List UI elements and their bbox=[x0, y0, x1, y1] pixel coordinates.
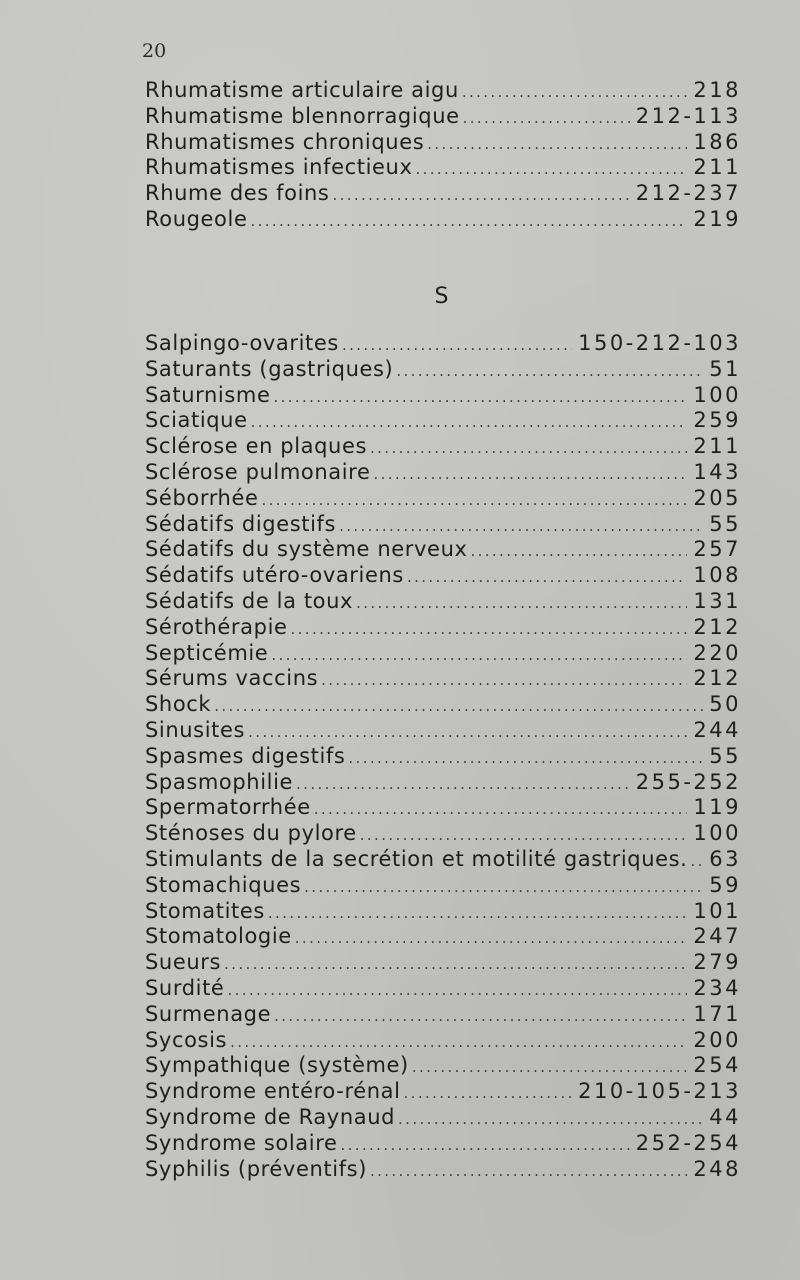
index-entry-term: Sclérose pulmonaire bbox=[145, 459, 371, 484]
index-entry bbox=[145, 130, 739, 156]
index-entry-pages: 150-212-103 bbox=[578, 331, 741, 355]
index-entry-pages: 234 bbox=[693, 975, 741, 1000]
index-entry-term: Stomatologie bbox=[145, 924, 292, 949]
index-entry-term: Rhume des foins bbox=[145, 181, 330, 206]
dot-leader bbox=[271, 643, 687, 669]
index-entry bbox=[145, 1002, 739, 1028]
index-entry-pages: 244 bbox=[693, 717, 741, 742]
index-entry-pages: 101 bbox=[693, 898, 741, 923]
index-entry-term: Sclérose en plaques bbox=[145, 434, 368, 459]
index-entry-term: Sérothérapie bbox=[145, 614, 288, 639]
dot-leader bbox=[321, 668, 687, 694]
dot-leader bbox=[214, 694, 703, 720]
dot-leader bbox=[341, 1133, 630, 1159]
index-entry-term: Sympathique (système) bbox=[145, 1053, 409, 1078]
index-entry bbox=[145, 434, 739, 460]
index-entry bbox=[145, 331, 739, 357]
index-entry bbox=[145, 666, 739, 692]
dot-leader bbox=[412, 1055, 688, 1081]
index-entry-term: Syphilis (préventifs) bbox=[145, 1156, 367, 1181]
dot-leader bbox=[227, 978, 687, 1004]
index-entry-term: Sédatifs du système nerveux bbox=[145, 537, 468, 562]
dot-leader bbox=[370, 436, 687, 462]
index-entry-pages: 248 bbox=[693, 1156, 741, 1181]
index-entry-pages: 50 bbox=[709, 692, 741, 717]
dot-leader bbox=[291, 617, 688, 643]
dot-leader bbox=[415, 157, 687, 183]
dot-leader bbox=[268, 901, 688, 927]
index-entry bbox=[145, 1157, 739, 1183]
dot-leader bbox=[348, 746, 703, 772]
dot-leader bbox=[404, 1081, 573, 1107]
index-entry-term: Saturnisme bbox=[145, 382, 271, 407]
index-entry bbox=[145, 1053, 739, 1079]
index-entry-term: Rhumatismes chroniques bbox=[145, 129, 425, 154]
index-entry-pages: 100 bbox=[693, 821, 741, 846]
index-entry-term: Stomachiques bbox=[145, 872, 302, 897]
index-entry bbox=[145, 78, 739, 104]
index-entry-pages: 210-105-213 bbox=[578, 1079, 741, 1104]
index-entry bbox=[145, 615, 739, 641]
dot-leader bbox=[463, 106, 630, 132]
index-entry-term: Shock bbox=[145, 692, 212, 717]
index-section-s bbox=[145, 331, 739, 1182]
index-entry bbox=[145, 950, 739, 976]
index-entry bbox=[145, 1131, 739, 1157]
index-entry-term: Rhumatismes infectieux bbox=[145, 155, 413, 180]
index-entry bbox=[145, 486, 739, 512]
index-entry bbox=[145, 744, 739, 770]
dot-leader bbox=[427, 132, 687, 158]
index-entry-term: Syndrome entéro-rénal bbox=[145, 1079, 401, 1104]
index-entry-pages: 211 bbox=[693, 155, 741, 180]
index-entry-pages: 212 bbox=[693, 666, 741, 691]
index-entry-pages: 205 bbox=[693, 485, 741, 510]
section-letter-heading: S bbox=[434, 284, 450, 309]
index-entry bbox=[145, 104, 739, 130]
dot-leader bbox=[396, 359, 703, 385]
index-entry-term: Saturants (gastriques) bbox=[145, 356, 394, 381]
index-entry-pages: 143 bbox=[693, 459, 741, 484]
dot-leader bbox=[295, 926, 688, 952]
index-entry bbox=[145, 1079, 739, 1105]
index-entry bbox=[145, 821, 739, 847]
index-entry-term: Sérums vaccins bbox=[145, 666, 319, 691]
index-entry-pages: 55 bbox=[709, 511, 741, 536]
dot-leader bbox=[314, 797, 688, 823]
index-entry-pages: 186 bbox=[693, 129, 741, 154]
index-entry bbox=[145, 537, 739, 563]
dot-leader bbox=[332, 183, 629, 209]
index-entry-term: Rhumatisme articulaire aigu bbox=[145, 78, 459, 102]
index-entry-pages: 254 bbox=[693, 1053, 741, 1078]
index-entry-term: Spermatorrhée bbox=[145, 795, 311, 820]
dot-leader bbox=[296, 772, 630, 798]
index-entry-term: Sueurs bbox=[145, 950, 222, 975]
index-entry-pages: 247 bbox=[693, 924, 741, 949]
index-entry-pages: 171 bbox=[693, 1001, 741, 1026]
dot-leader bbox=[373, 462, 687, 488]
index-entry-term: Sténoses du pylore bbox=[145, 821, 357, 846]
dot-leader bbox=[273, 385, 687, 411]
dot-leader bbox=[251, 410, 688, 436]
index-entry-term: Sycosis bbox=[145, 1027, 228, 1052]
index-section-r bbox=[145, 78, 739, 233]
index-entry-term: Séborrhée bbox=[145, 485, 259, 510]
dot-leader bbox=[262, 488, 688, 514]
index-entry-pages: 211 bbox=[693, 434, 741, 459]
index-entry-pages: 259 bbox=[693, 408, 741, 433]
index-entry-term: Syndrome solaire bbox=[145, 1130, 338, 1155]
dot-leader bbox=[462, 80, 688, 106]
index-entry bbox=[145, 976, 739, 1002]
index-entry bbox=[145, 795, 739, 821]
index-entry bbox=[145, 357, 739, 383]
index-entry bbox=[145, 383, 739, 409]
index-entry-term: Septicémie bbox=[145, 640, 269, 665]
dot-leader bbox=[230, 1030, 687, 1056]
dot-leader bbox=[356, 591, 687, 617]
index-entry-term: Stomatites bbox=[145, 898, 265, 923]
index-entry bbox=[145, 589, 739, 615]
index-entry-pages: 63 bbox=[709, 846, 741, 871]
index-entry bbox=[145, 155, 739, 181]
index-entry-pages: 44 bbox=[709, 1104, 741, 1129]
index-entry-term: Sinusites bbox=[145, 717, 246, 742]
index-entry bbox=[145, 847, 739, 873]
index-entry bbox=[145, 641, 739, 667]
index-entry-pages: 131 bbox=[693, 588, 741, 613]
index-entry-pages: 100 bbox=[693, 382, 741, 407]
index-entry bbox=[145, 460, 739, 486]
index-entry-term: Surmenage bbox=[145, 1001, 272, 1026]
index-entry-pages: 119 bbox=[693, 795, 741, 820]
index-entry bbox=[145, 181, 739, 207]
index-entry bbox=[145, 873, 739, 899]
index-entry-term: Sédatifs digestifs bbox=[145, 511, 337, 536]
dot-leader bbox=[398, 1107, 703, 1133]
index-entry-term: Surdité bbox=[145, 975, 225, 1000]
index-entry bbox=[145, 408, 739, 434]
index-entry-pages: 55 bbox=[709, 743, 741, 768]
index-entry-term: Spasmophilie bbox=[145, 769, 294, 794]
index-entry-pages: 212 bbox=[693, 614, 741, 639]
index-entry-pages: 279 bbox=[693, 950, 741, 975]
index-entry bbox=[145, 563, 739, 589]
dot-leader bbox=[407, 565, 687, 591]
dot-leader bbox=[342, 333, 572, 359]
dot-leader bbox=[248, 720, 687, 746]
index-entry-pages: 218 bbox=[693, 78, 741, 102]
index-entry-term: Spasmes digestifs bbox=[145, 743, 346, 768]
index-entry-term: Sciatique bbox=[145, 408, 248, 433]
dot-leader bbox=[250, 209, 687, 235]
index-entry bbox=[145, 512, 739, 538]
index-entry bbox=[145, 207, 739, 233]
index-entry-term: Stimulants de la secrétion et motilité gastriques. bbox=[145, 846, 688, 871]
dot-leader bbox=[471, 539, 688, 565]
index-entry-pages: 200 bbox=[693, 1027, 741, 1052]
dot-leader bbox=[360, 823, 688, 849]
index-entry-pages: 219 bbox=[693, 206, 741, 231]
index-entry-term: Syndrome de Raynaud bbox=[145, 1104, 396, 1129]
dot-leader bbox=[274, 1004, 687, 1030]
index-entry bbox=[145, 692, 739, 718]
index-entry-term: Rougeole bbox=[145, 206, 248, 231]
index-entry-pages: 212-113 bbox=[635, 103, 741, 128]
dot-leader bbox=[304, 875, 703, 901]
index-entry-term: Sédatifs de la toux bbox=[145, 588, 354, 613]
index-entry bbox=[145, 1028, 739, 1054]
index-entry-pages: 51 bbox=[709, 356, 741, 381]
dot-leader bbox=[370, 1159, 687, 1185]
index-entry-term: Salpingo-ovarites bbox=[145, 331, 339, 355]
dot-leader bbox=[690, 849, 703, 875]
index-entry-pages: 108 bbox=[693, 563, 741, 588]
index-entry bbox=[145, 924, 739, 950]
index-entry-pages: 59 bbox=[709, 872, 741, 897]
index-entry-pages: 212-237 bbox=[635, 181, 741, 206]
index-entry bbox=[145, 770, 739, 796]
index-entry bbox=[145, 1105, 739, 1131]
index-entry-pages: 257 bbox=[693, 537, 741, 562]
dot-leader bbox=[224, 952, 687, 978]
page-number: 20 bbox=[142, 40, 167, 62]
index-entry-pages: 220 bbox=[693, 640, 741, 665]
dot-leader bbox=[339, 514, 703, 540]
index-entry bbox=[145, 899, 739, 925]
index-entry-term: Sédatifs utéro-ovariens bbox=[145, 563, 404, 588]
index-entry-pages: 255-252 bbox=[635, 769, 741, 794]
index-entry bbox=[145, 718, 739, 744]
index-entry-term: Rhumatisme blennorragique bbox=[145, 103, 460, 128]
index-entry-pages: 252-254 bbox=[635, 1130, 741, 1155]
